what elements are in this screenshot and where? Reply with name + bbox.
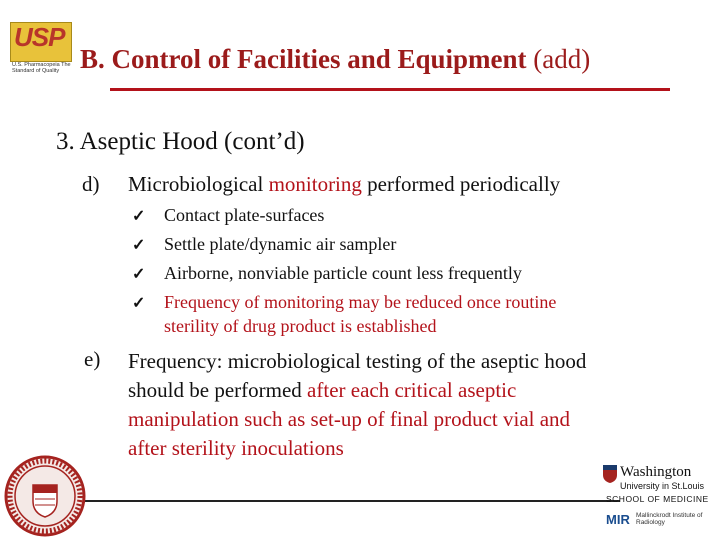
university-seal-logo [4,455,86,537]
washu-subname: University in St.Louis [620,481,705,491]
footer-rule [80,500,620,502]
item-e-text [128,347,586,463]
mir-name: Mallinckrodt Institute of Radiology [636,512,703,526]
washu-logo [602,462,718,538]
checkmark-icon: ✓ [132,237,146,254]
item-e-line2 [128,376,586,405]
sub-item-4-line2: sterility of drug product is established [164,316,437,336]
item-d-text [128,172,560,197]
checkmark-icon: ✓ [132,208,146,225]
usp-logo-subtitle: U.S. Pharmacopeia The Standard of Quality [12,62,71,74]
item-e-label: e) [84,347,101,371]
item-d-text-part: Microbiological [128,172,269,196]
slide-title [80,44,590,75]
item-d-text-highlight: monitoring [268,172,362,196]
item-e-line4: after sterility inoculations [128,436,344,460]
section-heading: 3. Aseptic Hood (cont’d) [56,128,305,155]
sub-item-4 [164,290,556,338]
item-d-text-part: performed periodically [361,172,561,196]
item-e-line2-part: should be performed [128,378,308,402]
slide-title-main: B. Control of Facilities and Equipment [80,44,527,74]
sub-item-2: Settle plate/dynamic air sampler [164,234,397,254]
checkmark-icon: ✓ [132,266,146,283]
item-e-line3: manipulation such as set-up of final product vial and [128,407,571,431]
slide-title-suffix: (add) [533,44,591,74]
washu-school: SCHOOL OF MEDICINE [606,494,709,504]
checkmark-icon: ✓ [132,295,146,312]
sub-item-3: Airborne, nonviable particle count less frequently [164,263,522,283]
mir-logo-icon: MIR [606,512,630,527]
item-e-line2-highlight: after each critical aseptic [307,378,517,402]
item-d-label: d) [82,172,100,196]
usp-logo-text: USP [14,22,65,52]
washu-name: Washington [620,464,692,480]
usp-logo [8,18,78,76]
sub-item-4-line1: Frequency of monitoring may be reduced once routine [164,292,557,312]
item-e-line1: Frequency: microbiological testing of the aseptic hood [128,349,587,373]
washu-shield-icon [602,464,618,484]
sub-item-1: Contact plate-surfaces [164,205,325,225]
title-underline [110,88,670,91]
